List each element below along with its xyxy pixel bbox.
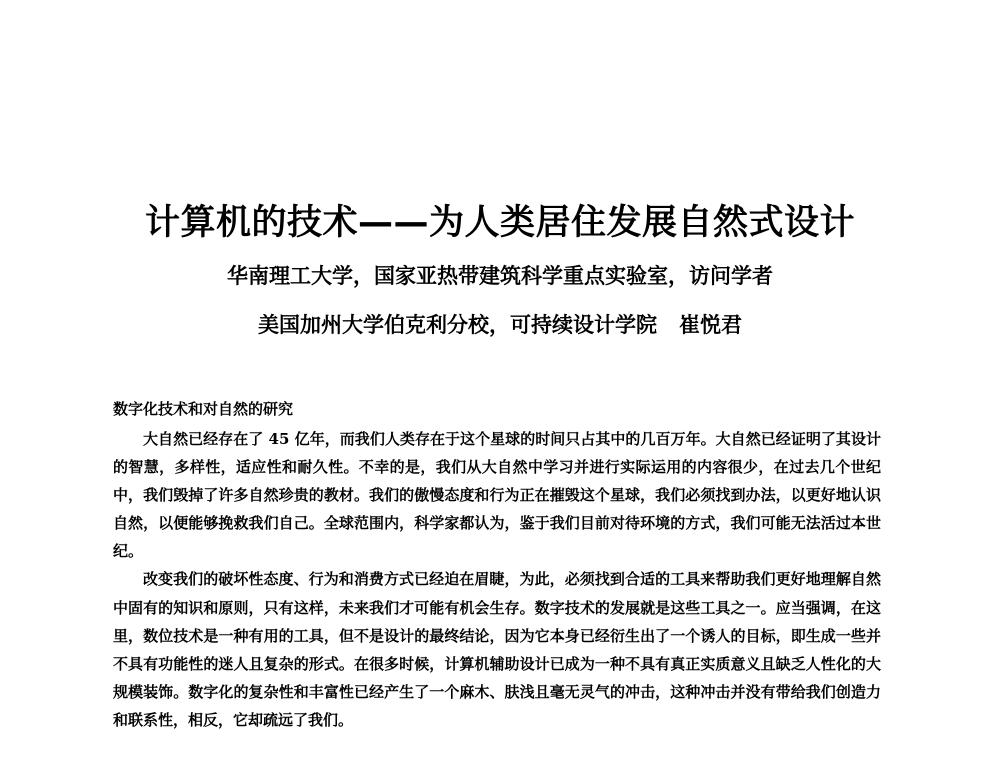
affiliation-line-2 — [0, 310, 1000, 340]
author-name: 崔悦君 — [679, 313, 742, 337]
section-heading: 数字化技术和对自然的研究 — [113, 400, 294, 418]
affiliation-line-1: 华南理工大学，国家亚热带建筑科学重点实验室，访问学者 — [227, 264, 773, 288]
paragraph-2: 改变我们的破坏性态度、行为和消费方式已经迫在眉睫，为此，必须找到合适的工具来帮助我们更好地理解自然中固有的知识和原则，只有这样，未来我们才可能有机会生存。数字技术的发展就是这些工具之一。应当强调，在这里，数位技术是一种有用的工具，但不是设计的最终结论，因为它本身已经衍生出了一个诱人的目标，即生成一些并不具有功能性的迷人且复杂的形式。在很多时候，计算机辅助设计已成为一种不具有真正实质意义且缺乏人性化的大规模装饰。数字化的复杂性和丰富性已经产生了一个麻木、肤浅且毫无灵气的冲击，这种冲击并没有带给我们创造力和联系性，相反，它却疏远了我们。 — [113, 570, 881, 729]
body-text — [113, 425, 881, 734]
paragraph-1: 大自然已经存在了 45 亿年，而我们人类存在于这个星球的时间只占其中的几百万年。大自然已经证明了其设计的智慧，多样性，适应性和耐久性。不幸的是，我们从大自然中学习并进行实际运用的内容很少，在过去几个世纪中，我们毁掉了许多自然珍贵的教材。我们的傲慢态度和行为正在摧毁这个星球，我们必须找到办法，以更好地认识自然，以便能够挽救我们自己。全球范围内，科学家都认为，鉴于我们目前对待环境的方式，我们可能无法活过本世纪。 — [113, 430, 881, 561]
affiliation-text: 美国加州大学伯克利分校，可持续设计学院 — [258, 313, 657, 337]
document-title: 计算机的技术——为人类居住发展自然式设计 — [144, 203, 855, 243]
